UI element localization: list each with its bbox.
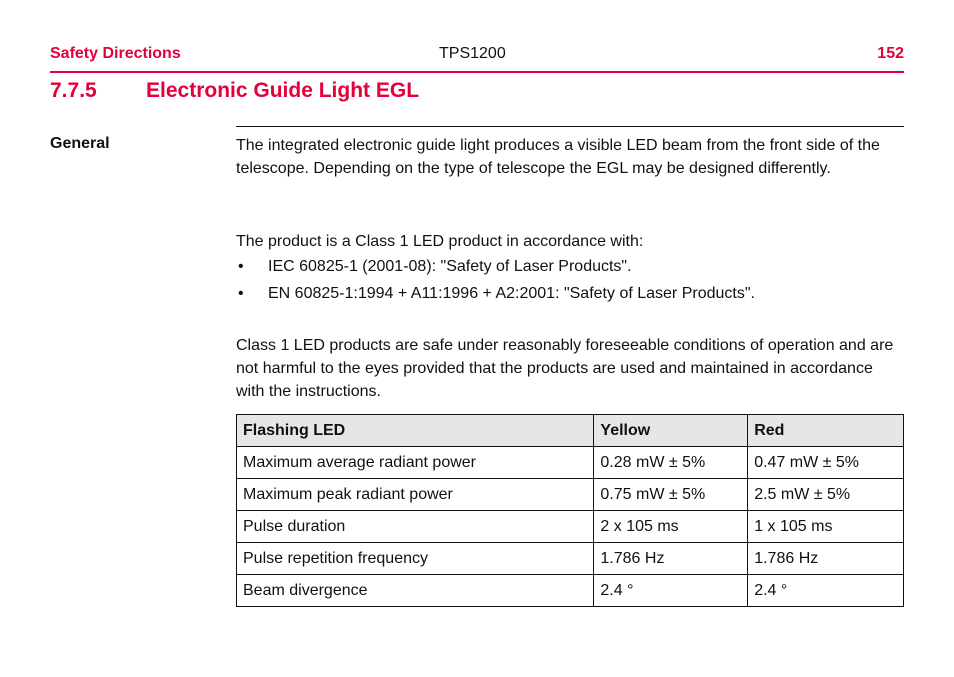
table-cell: 2.4 ° — [594, 575, 748, 607]
header-divider — [50, 71, 904, 73]
table-cell: 2.5 mW ± 5% — [748, 479, 904, 511]
table-header-cell: Red — [748, 415, 904, 447]
list-item — [236, 255, 904, 282]
page-header — [50, 45, 904, 65]
table-cell: 0.75 mW ± 5% — [594, 479, 748, 511]
table-cell: Pulse duration — [237, 511, 594, 543]
table-cell: 1 x 105 ms — [748, 511, 904, 543]
table-row — [237, 543, 904, 575]
bullet-marker: • — [238, 258, 244, 275]
side-heading-general: General — [50, 135, 110, 152]
paragraph-intro: The integrated electronic guide light produces a visible LED beam from the front side of the telescope. Depending on the type of telescope the EGL may be designed differently. — [236, 137, 880, 177]
bullet-marker: • — [238, 285, 244, 302]
table-row — [237, 511, 904, 543]
table-cell: Maximum average radiant power — [237, 447, 594, 479]
paragraph-safety-note: Class 1 LED products are safe under reasonably foreseeable conditions of operation and are not harmful to the eyes provided that the products are used and maintained in accordance with the instructions. — [236, 337, 894, 400]
table-header-row — [237, 415, 904, 447]
header-page-number: 152 — [877, 45, 904, 62]
table-row — [237, 575, 904, 607]
standards-list — [236, 255, 904, 309]
table-cell: 1.786 Hz — [748, 543, 904, 575]
table-cell: Beam divergence — [237, 575, 594, 607]
paragraph-class-statement: The product is a Class 1 LED product in accordance with: — [236, 233, 644, 250]
section-title: Electronic Guide Light EGL — [146, 79, 420, 102]
table-header-cell: Yellow — [594, 415, 748, 447]
led-specifications-table — [236, 414, 904, 607]
table-cell: Maximum peak radiant power — [237, 479, 594, 511]
table-cell: 1.786 Hz — [594, 543, 748, 575]
table-row — [237, 447, 904, 479]
table-cell: 0.47 mW ± 5% — [748, 447, 904, 479]
list-item-text: EN 60825-1:1994 + A11:1996 + A2:2001: "Safety of Laser Products". — [268, 285, 755, 302]
header-section-name: Safety Directions — [50, 45, 181, 62]
list-item — [236, 282, 904, 309]
section-number: 7.7.5 — [50, 79, 97, 102]
list-item-text: IEC 60825-1 (2001-08): "Safety of Laser Products". — [268, 258, 632, 275]
header-product-name: TPS1200 — [439, 45, 506, 62]
content-divider — [236, 126, 904, 127]
table-cell: 0.28 mW ± 5% — [594, 447, 748, 479]
table-header-cell: Flashing LED — [237, 415, 594, 447]
table-cell: 2.4 ° — [748, 575, 904, 607]
table-row — [237, 479, 904, 511]
table-cell: 2 x 105 ms — [594, 511, 748, 543]
table-cell: Pulse repetition frequency — [237, 543, 594, 575]
